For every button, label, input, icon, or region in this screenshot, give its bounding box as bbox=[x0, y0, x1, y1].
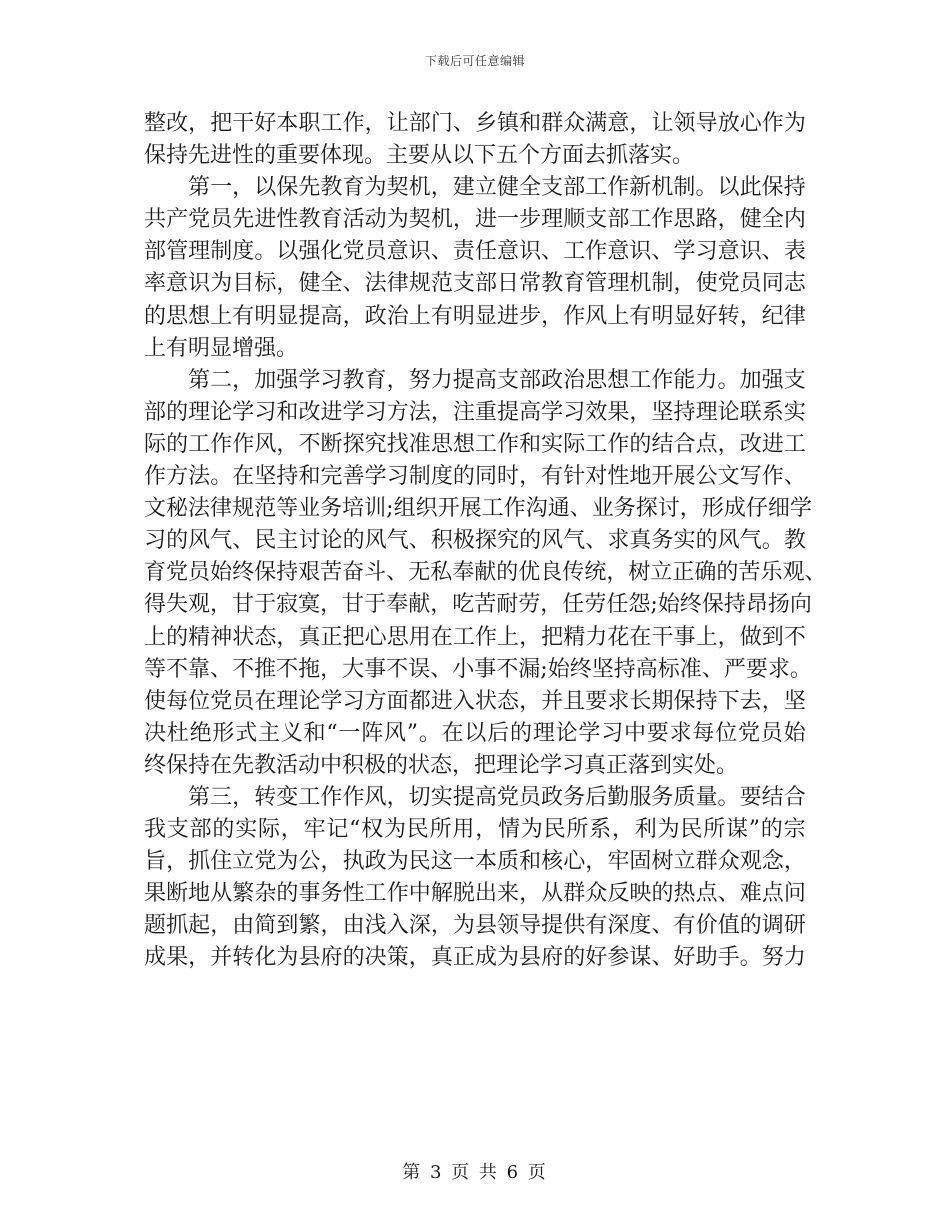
paragraph-line: 共 产 党 员 先 进 性 教 育 活 动 为 契 机 ， 进 一 步 理 顺 支 部 工 作 思 路 ， 健 全 内 bbox=[144, 207, 806, 233]
paragraph bbox=[144, 108, 806, 172]
page-header-note: 下载后可任意编辑 bbox=[424, 54, 525, 68]
paragraph-line: 我 支 部 的 实 际 ， 牢 记 “ 权 为 民 所 用 ， 情 为 民 所 系 ， 利 为 民 所 谋 ” 的 宗 bbox=[144, 817, 806, 843]
paragraph-line: 第 一 ， 以 保 先 教 育 为 契 机 ， 建 立 健 全 支 部 工 作 新 机 制 。 以 此 保 持 bbox=[188, 175, 806, 201]
page-number-footer: 第 3 页 共 6 页 bbox=[402, 1162, 548, 1183]
paragraph-line: 的 思 想 上 有 明 显 提 高 ， 政 治 上 有 明 显 进 步 ， 作 风 上 有 明 显 好 转 ， 纪 律 bbox=[144, 303, 806, 329]
paragraph-line: 整 改 ， 把 干 好 本 职 工 作 ， 让 部 门 、 乡 镇 和 群 众 满 意 ， 让 领 导 放 心 作 为 bbox=[144, 111, 806, 136]
paragraph-line: 际 的 工 作 作 风 ， 不 断 探 究 找 准 思 想 工 作 和 实 际 工 作 的 结 合 点 ， 改 进 工 bbox=[144, 431, 806, 457]
paragraph-line: 果 断 地 从 繁 杂 的 事 务 性 工 作 中 解 脱 出 来 ， 从 群 众 反 映 的 热 点 、 难 点 问 bbox=[144, 881, 806, 907]
paragraph-line: 率 意 识 为 目 标 ， 健 全 、 法 律 规 范 支 部 日 常 教 育 管 理 机 制 ， 使 党 员 同 志 bbox=[144, 271, 806, 297]
paragraph bbox=[144, 365, 827, 782]
paragraph-line: 作 方 法 。 在 坚 持 和 完 善 学 习 制 度 的 同 时 ， 有 针 对 性 地 开 展 公 文 写 作 、 bbox=[144, 464, 806, 490]
paragraph-line: 第 二 ， 加 强 学 习 教 育 ， 努 力 提 高 支 部 政 治 思 想 工 作 能 力 。 加 强 支 bbox=[188, 367, 806, 393]
paragraph-line: 使 每 位 党 员 在 理 论 学 习 方 面 都 进 入 状 态 ， 并 且 要 求 长 期 保 持 下 去 ， 坚 bbox=[144, 688, 806, 714]
document-body bbox=[144, 108, 827, 975]
paragraph-line: 文 秘 法 律 规 范 等 业 务 培 训 ; 组 织 开 展 工 作 沟 通 、 业 务 探 讨 ， 形 成 仔 细 学 bbox=[144, 496, 812, 522]
paragraph-line: 第 三 ， 转 变 工 作 作 风 ， 切 实 提 高 党 员 政 务 后 勤 服 务 质 量 。 要 结 合 bbox=[188, 784, 806, 810]
paragraph-line: 育 党 员 始 终 保 持 艰 苦 奋 斗 、 无 私 奉 献 的 优 良 传 统 ， 树 立 正 确 的 苦 乐 观 、 bbox=[144, 560, 827, 586]
paragraph-line: 旨 ， 抓 住 立 党 为 公 ， 执 政 为 民 这 一 本 质 和 核 心 ， 牢 固 树 立 群 众 观 念 ， bbox=[144, 849, 806, 875]
paragraph-line: 部 管 理 制 度 。 以 强 化 党 员 意 识 、 责 任 意 识 、 工 作 意 识 、 学 习 意 识 、 表 bbox=[144, 239, 806, 265]
paragraph-line: 终保持在先教活动中积极的状态，把理论学习真正落到实处。 bbox=[144, 752, 739, 778]
paragraph-line: 成 果 ， 并 转 化 为 县 府 的 决 策 ， 真 正 成 为 县 府 的 好 参 谋 、 好 助 手 。 努 力 bbox=[144, 945, 806, 971]
paragraph-line: 部 的 理 论 学 习 和 改 进 学 习 方 法 ， 注 重 提 高 学 习 效 果 ， 坚 持 理 论 联 系 实 bbox=[144, 399, 806, 425]
paragraph-line: 保持先进性的重要体现。主要从以下五个方面去抓落实。 bbox=[144, 143, 695, 169]
paragraph bbox=[144, 782, 806, 975]
paragraph-line: 习 的 风 气 、 民 主 讨 论 的 风 气 、 积 极 探 究 的 风 气 、 求 真 务 实 的 风 气 。 教 bbox=[144, 528, 806, 554]
paragraph-line: 决 杜 绝 形 式 主 义 和 “ 一 阵 风 ” 。 在 以 后 的 理 论 学 习 中 要 求 每 位 党 员 始 bbox=[144, 720, 806, 746]
paragraph-line: 上 的 精 神 状 态 ， 真 正 把 心 思 用 在 工 作 上 ， 把 精 力 花 在 干 事 上 ， 做 到 不 bbox=[144, 624, 806, 650]
paragraph-line: 上有明显增强。 bbox=[144, 335, 299, 361]
paragraph-line: 等 不 靠 、 不 推 不 拖 ， 大 事 不 误 、 小 事 不 漏 ; 始 终 坚 持 高 标 准 、 严 要 求 。 bbox=[144, 656, 812, 682]
paragraph-line: 得 失 观 ， 甘 于 寂 寞 ， 甘 于 奉 献 ， 吃 苦 耐 劳 ， 任 劳 任 怨 ; 始 终 保 持 昂 扬 向 bbox=[144, 592, 812, 618]
paragraph-line: 题 抓 起 ， 由 简 到 繁 ， 由 浅 入 深 ， 为 县 领 导 提 供 有 深 度 、 有 价 值 的 调 研 bbox=[144, 913, 806, 939]
paragraph bbox=[144, 172, 806, 365]
